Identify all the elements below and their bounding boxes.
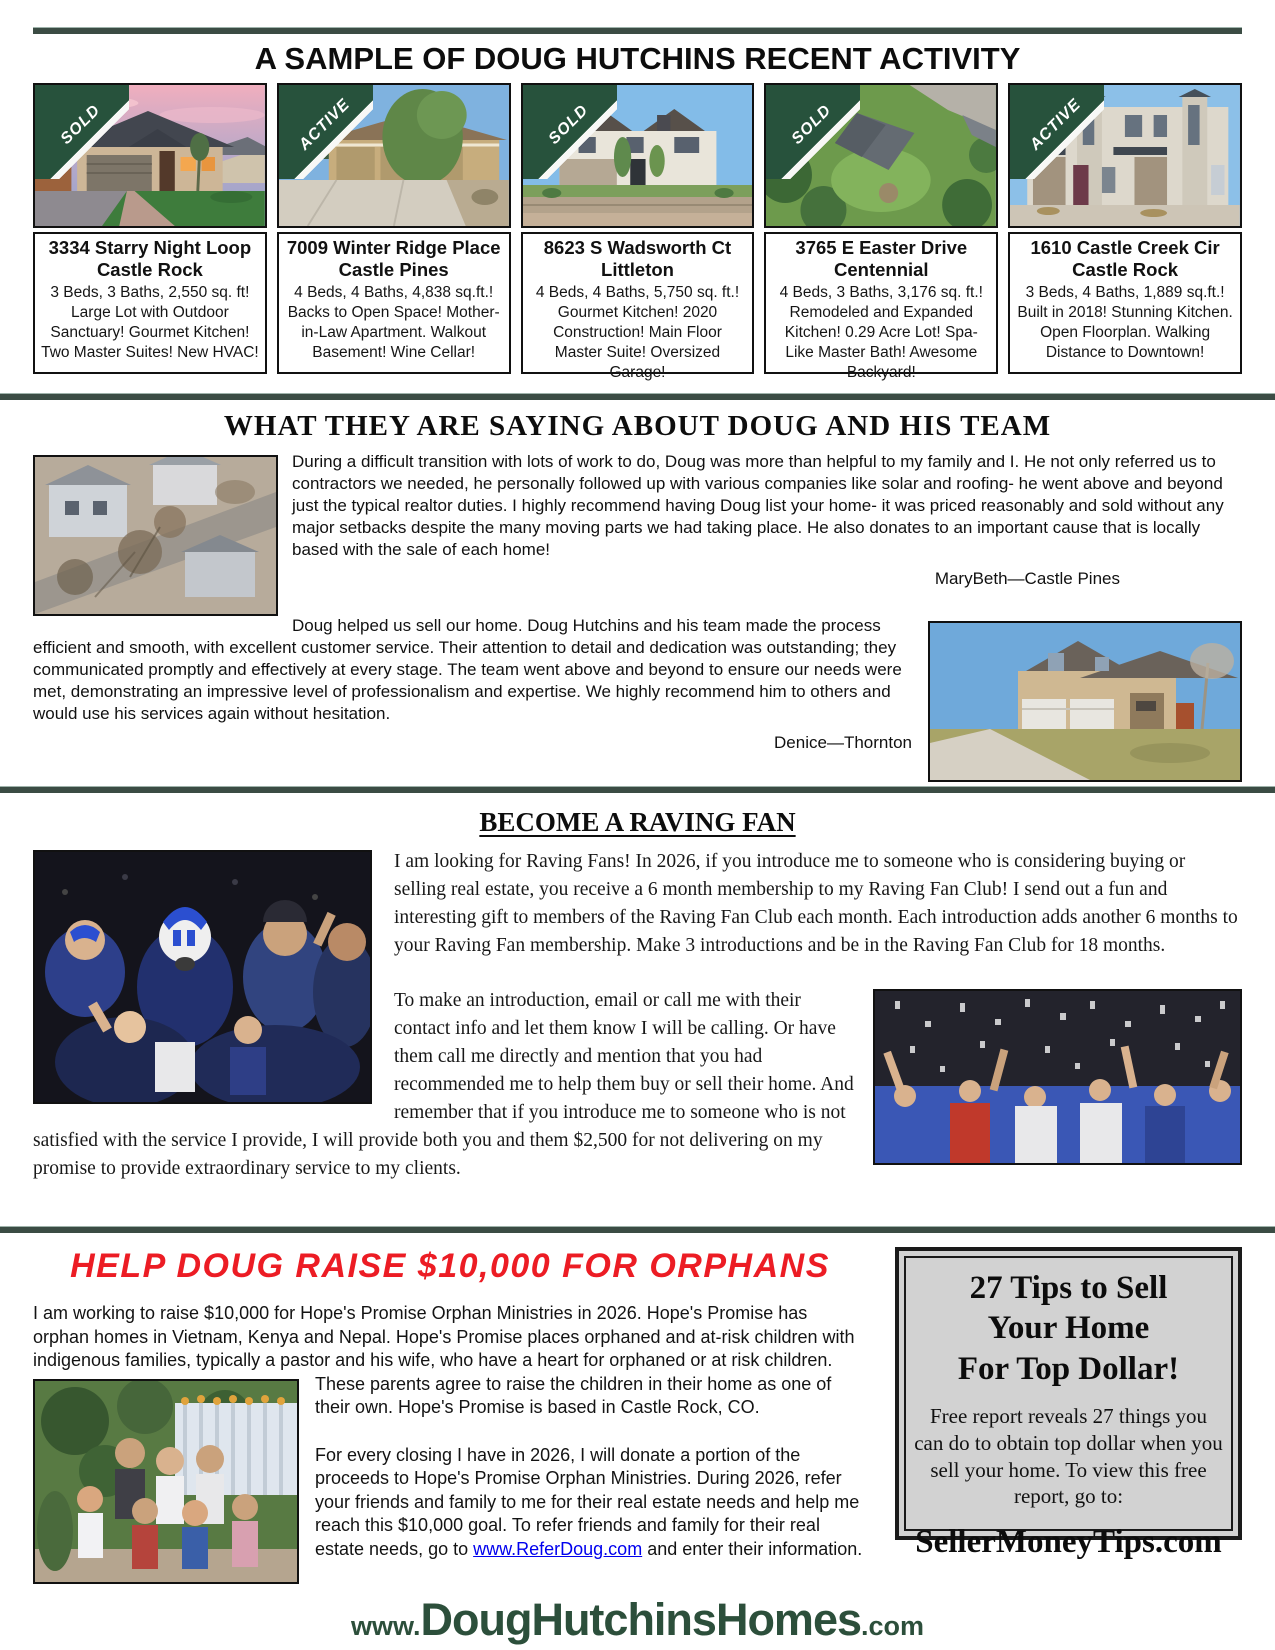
orphans-paragraph-1b: children. These parents agree to raise the children in their home as one of their own. Hope's Promise is based in Castle Rock, CO. <box>315 1350 833 1417</box>
status-label: SOLD <box>57 101 104 148</box>
listing-card <box>521 83 755 382</box>
listing-city: Castle Pines <box>338 258 449 280</box>
status-label: ACTIVE <box>1026 95 1085 154</box>
section-divider <box>0 1226 1275 1233</box>
raving-fan-body <box>33 848 1242 1210</box>
listing-address: 3334 Starry Night Loop <box>48 237 252 258</box>
website-footer-link[interactable] <box>33 1594 1242 1646</box>
orphans-paragraph-2a: For every closing I have in 2026, I will donate a portion of the proceeds to Hope's Promise Orphan Ministries. During 2026, refer your friends and family to me for their real estate needs and help me reach this $10,000 goal. To refer friends and family for their real estate needs, go to <box>315 1444 860 1559</box>
raving-fan-paragraph-1: I am looking for Raving Fans! In 2026, if you introduce me to someone who is considering buying or selling real estate, you receive a 6 month membership to my Raving Fan Club! I send out a fun and interesting gift to members of the Raving Fan Club each month. Each introduction adds another 6 months to your Raving Fan membership. Make 3 introductions and be in the Raving Fan Club for 18 months. <box>394 851 1238 956</box>
status-label: ACTIVE <box>295 95 354 154</box>
status-banner <box>1010 85 1104 179</box>
listing-card <box>764 83 998 382</box>
tips-title: 27 Tips to Sell Your Home For Top Dollar! <box>957 1270 1180 1387</box>
testimonial-2-photo <box>928 621 1242 782</box>
page-title: A SAMPLE OF DOUG HUTCHINS RECENT ACTIVITY <box>254 41 1021 76</box>
listing-info <box>764 232 998 382</box>
listing-card <box>1008 83 1242 374</box>
raving-fan-heading: BECOME A RAVING FAN <box>479 807 796 837</box>
listing-address: 7009 Winter Ridge Place <box>286 237 501 258</box>
footer-www: www. <box>350 1610 421 1641</box>
listing-city: Littleton <box>601 258 674 280</box>
orphans-paragraph-1a: I am working to raise $10,000 for Hope's Promise Orphan Ministries in 2026. Hope's Promise has orphan homes in Vietnam, Kenya and Nepal. Hope's Promise places orphaned and at-risk children with indigenous families, typically a pastor and his wife, who have a heart for orphaned or at risk <box>33 1303 855 1370</box>
listing-card <box>277 83 511 374</box>
testimonials-heading: WHAT THEY ARE SAYING ABOUT DOUG AND HIS TEAM <box>223 410 1052 442</box>
crowd-confetti-photo <box>873 989 1242 1165</box>
section-divider <box>33 27 1242 34</box>
testimonial-2-text: Doug helped us sell our home. Doug Hutchins and his team made the process efficient and smooth, with excellent customer service. Their attention to detail and dedication was outstanding; they communicated promptly and effectively at every stage. The team went above and beyond to ensure our needs were met, demonstrating an impressive level of professionalism and expertise. We highly recommend him to others and would use his services again without hesitation. <box>33 616 902 723</box>
listing-city: Castle Rock <box>96 258 203 280</box>
listing-photo-ranch-home <box>277 83 511 228</box>
listing-info <box>521 232 755 382</box>
status-label: SOLD <box>788 101 836 148</box>
tips-body-text: Free report reveals 27 things you can do to obtain top dollar when you sell your home. To view this free report, go to: <box>914 1403 1223 1509</box>
testimonial-1 <box>33 451 1242 589</box>
listing-info <box>33 232 267 374</box>
section-divider <box>0 393 1275 400</box>
status-label: SOLD <box>545 101 592 148</box>
listing-photo-townhome <box>1008 83 1242 228</box>
listing-details: 3 Beds, 4 Baths, 1,889 sq.ft.! Built in 2018! Stunning Kitchen. Open Floorplan. Walking Distance to Downtown! <box>1017 283 1233 362</box>
listing-details: 4 Beds, 3 Baths, 3,176 sq. ft.! Remodeled and Expanded Kitchen! 0.29 Acre Lot! Spa-Like Master Bath! Awesome Backyard! <box>779 283 983 382</box>
testimonial-2 <box>33 615 1242 786</box>
listing-city: Centennial <box>834 258 929 280</box>
listing-address: 1610 Castle Creek Cir <box>1030 237 1220 258</box>
orphan-family-photo <box>33 1379 299 1584</box>
status-banner <box>279 85 373 179</box>
listing-city: Castle Rock <box>1072 258 1179 280</box>
listing-photo-two-story-home <box>521 83 755 228</box>
raving-fans-photo <box>33 850 372 1104</box>
tips-report-inner <box>904 1256 1233 1561</box>
listing-photo-dusk-home <box>33 83 267 228</box>
testimonial-1-photo <box>33 455 278 616</box>
orphans-paragraph-2b: and enter their information. <box>642 1538 863 1559</box>
listing-details: 4 Beds, 4 Baths, 4,838 sq.ft.! Backs to Open Space! Mother-in-Law Apartment. Walkout Basement! Wine Cellar! <box>287 283 500 362</box>
listings-row <box>33 83 1242 382</box>
listing-photo-aerial-backyard <box>764 83 998 228</box>
orphans-section <box>33 1243 867 1590</box>
listing-address: 3765 E Easter Drive <box>795 237 968 258</box>
seller-money-tips-link[interactable]: SellerMoneyTips.com <box>915 1524 1222 1561</box>
status-banner <box>766 85 860 179</box>
status-banner <box>35 85 129 179</box>
refer-doug-link[interactable]: www.ReferDoug.com <box>473 1538 643 1559</box>
listing-details: 3 Beds, 3 Baths, 2,550 sq. ft! Large Lot with Outdoor Sanctuary! Gourmet Kitchen! Two Master Suites! New HVAC! <box>41 283 259 362</box>
footer-domain: DougHutchinsHomes <box>420 1593 861 1645</box>
status-banner <box>523 85 617 179</box>
section-divider <box>0 786 1275 793</box>
listing-card <box>33 83 267 374</box>
testimonial-1-attribution: MaryBeth—Castle Pines <box>934 569 1120 588</box>
footer-com: .com <box>861 1610 925 1641</box>
orphans-paragraph-1 <box>33 1302 867 1420</box>
listing-info <box>1008 232 1242 374</box>
raving-fan-paragraph-2-text: To make an introduction, email or call me with their contact info and let them know I will be calling. Or have them call me directly and mention that you had recommended me to help them buy or sell their home. And remember that if you introduce me to someone who is not satisfied with the service I provide, I will provide both you and them $2,500 for not delivering on my promise to provide extraordinary service to my clients. <box>33 990 854 1179</box>
testimonial-1-text: During a difficult transition with lots of work to do, Doug was more than helpful to my family and I. He not only referred us to contractors we needed, he personally followed up with various companies like solar and roofing- he went above and beyond just the typical realtor duties. I highly recommend having Doug list your home- it was priced reasonably and sold without any major setbacks despite the many moving parts we had taking place. He also donates to an important cause that is locally based with the sale of each home! <box>292 452 1224 559</box>
listing-details: 4 Beds, 4 Baths, 5,750 sq. ft.! Gourmet Kitchen! 2020 Construction! Main Floor Master Suite! Oversized Garage! <box>535 283 740 382</box>
orphans-heading: HELP DOUG RAISE $10,000 FOR ORPHANS <box>70 1247 830 1285</box>
listing-address: 8623 S Wadsworth Ct <box>543 237 732 258</box>
tips-report-box <box>895 1247 1242 1561</box>
testimonial-2-attribution: Denice—Thornton <box>774 733 912 752</box>
listing-info <box>277 232 511 374</box>
